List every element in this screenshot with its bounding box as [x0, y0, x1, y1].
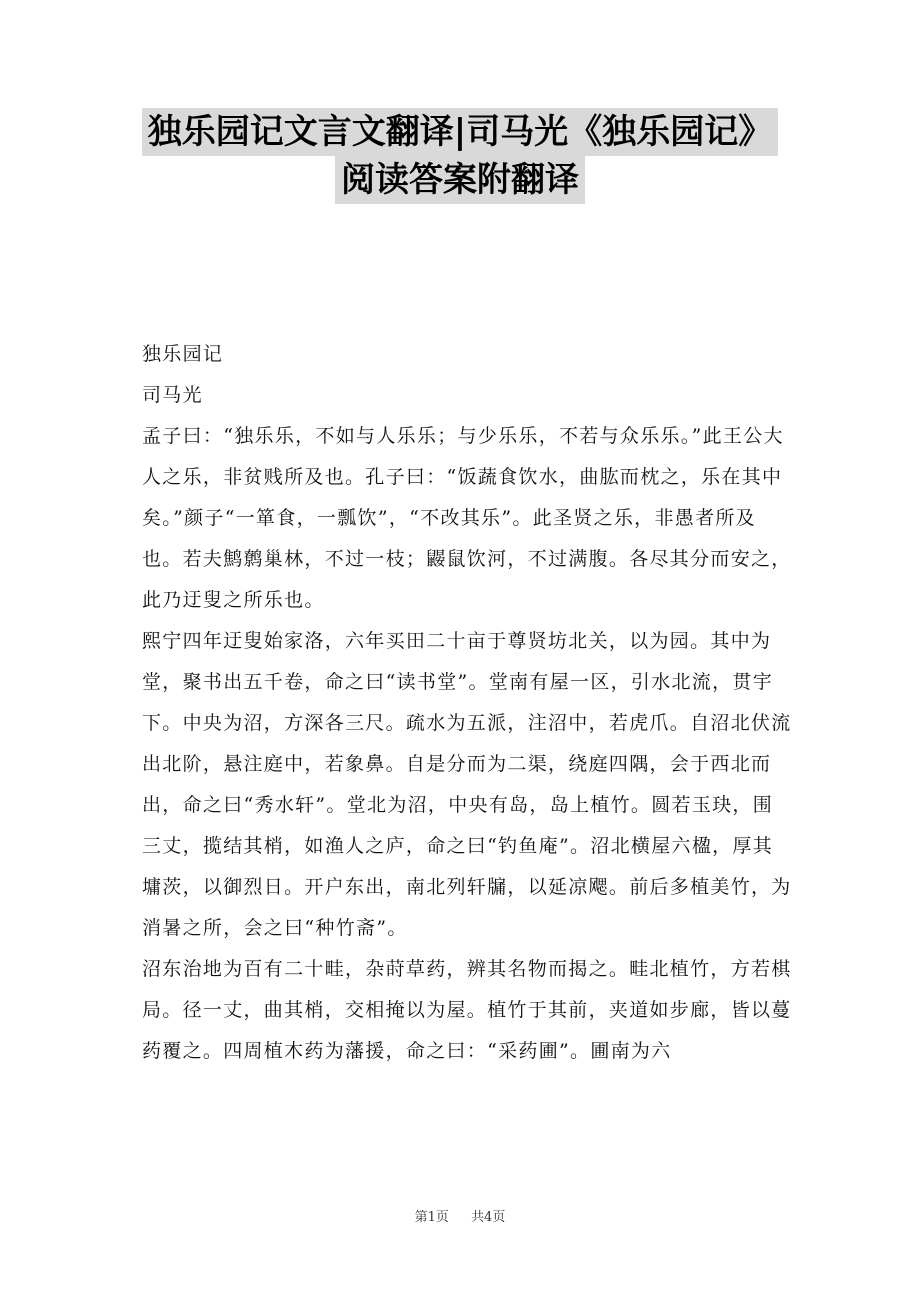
page-footer: [0, 1206, 920, 1225]
page-number: 第1页: [414, 1210, 449, 1225]
title-line-1: 独乐园记文言文翻译|司马光《独乐园记》: [142, 108, 778, 156]
page-total: 共4页: [471, 1210, 506, 1225]
article-author: 司马光: [142, 384, 203, 406]
title-line-2: 阅读答案附翻译: [335, 156, 585, 204]
document-title: [0, 108, 920, 204]
document-body: [142, 334, 792, 1072]
article-heading: 独乐园记: [142, 343, 224, 365]
paragraph: 沼东治地为百有二十畦，杂莳草药，辨其名物而揭之。畦北植竹，方若棋局。径一丈，曲其梢，交相掩以为屋。植竹于其前，夹道如步廊，皆以蔓药覆之。四周植木药为藩援，命之曰：“采药圃”。圃南为六: [142, 958, 792, 1062]
paragraph: 孟子曰：“独乐乐，不如与人乐乐；与少乐乐，不若与众乐乐。”此王公大人之乐，非贫贱所及也。孔子曰：“饭蔬食饮水，曲肱而枕之，乐在其中矣。”颜子“一箪食，一瓢饮”，“不改其乐”。此圣贤之乐，非愚者所及也。若夫鹪鹩巢林，不过一枝；鼹鼠饮河，不过满腹。各尽其分而安之，此乃迂叟之所乐也。: [142, 425, 792, 611]
paragraph: 熙宁四年迂叟始家洛，六年买田二十亩于尊贤坊北关，以为园。其中为堂，聚书出五千卷，命之曰“读书堂”。堂南有屋一区，引水北流，贯宇下。中央为沼，方深各三尺。疏水为五派，注沼中，若虎爪。自沼北伏流出北阶，悬注庭中，若象鼻。自是分而为二渠，绕庭四隅，会于西北而出，命之曰“秀水轩”。堂北为沼，中央有岛，岛上植竹。圆若玉玦，围三丈，揽结其梢，如渔人之庐，命之曰“钓鱼庵”。沼北横屋六楹，厚其墉茨，以御烈日。开户东出，南北列轩牖，以延凉飔。前后多植美竹，为消暑之所，会之曰“种竹斋”。: [142, 630, 792, 939]
